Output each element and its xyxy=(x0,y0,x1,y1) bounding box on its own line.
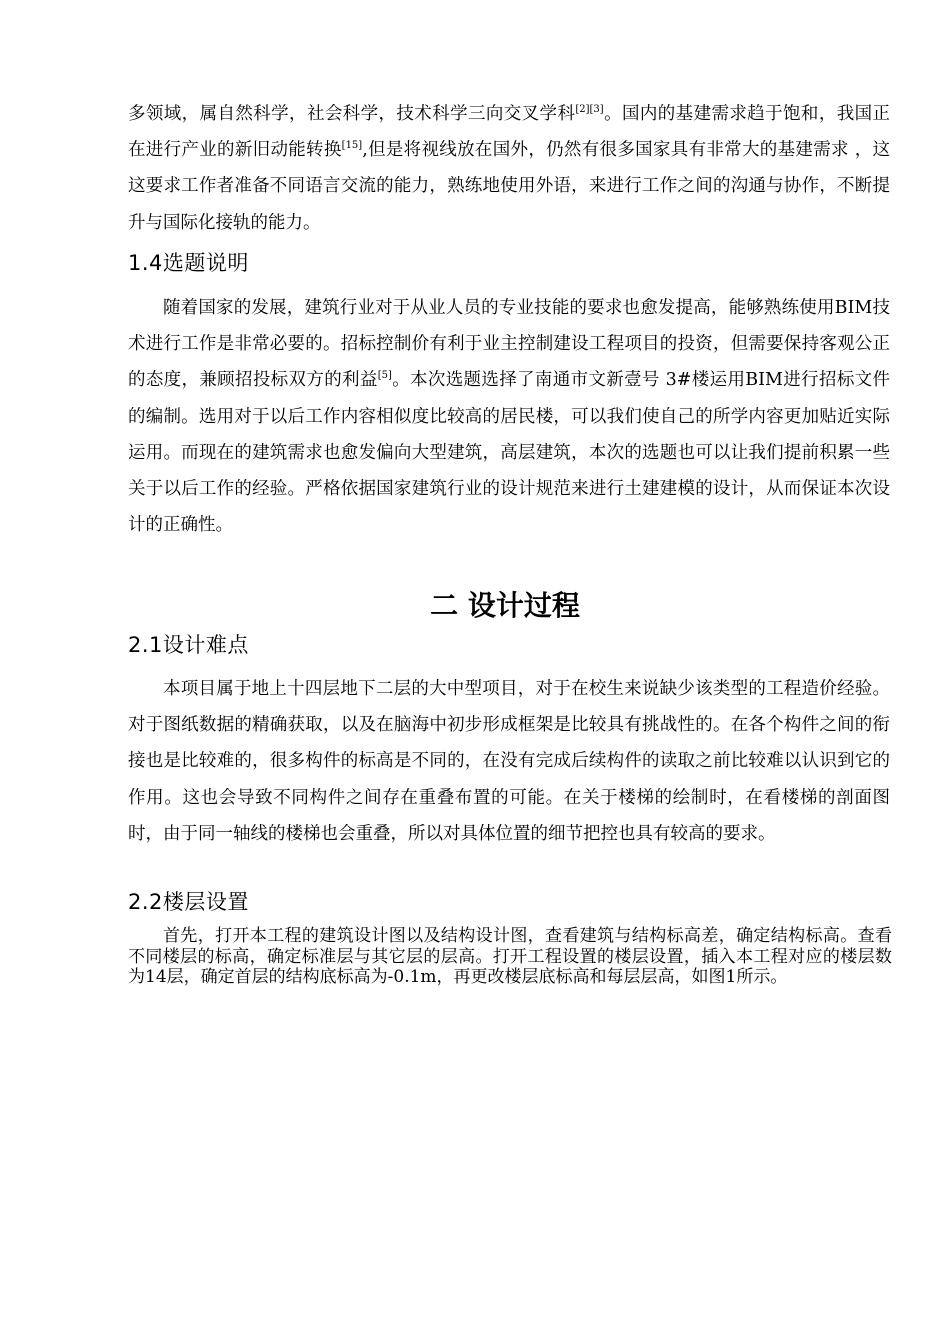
chapter-2-title: 二 设计过程 xyxy=(430,589,580,622)
section-2-2-paragraph: 首先，打开本工程的建筑设计图以及结构设计图，查看建筑与结构标高差，确定结构标高。查看不同楼层的标高，确定标准层与其它层的层高。打开工程设置的楼层设置，插入本工程对应的楼层数为14层，确定首层的结构底标高为-0.1m，再更改楼层底标高和每层层高，如图1所示。 xyxy=(128,926,892,987)
intro-paragraph xyxy=(128,96,890,241)
section-1-4-heading: 1.4选题说明 xyxy=(128,251,249,275)
intro-text-1: 多领域，属自然科学，社会科学，技术科学三向交叉学科 xyxy=(128,104,576,124)
section-1-4-paragraph xyxy=(128,290,890,543)
citation-5: [5] xyxy=(377,370,392,382)
citation-15: [15] xyxy=(341,140,363,152)
section-2-1-heading: 2.1设计难点 xyxy=(128,633,249,657)
citation-2-3: [2][3] xyxy=(575,104,604,116)
section-1-4-text-1: 随着国家的发展，建筑行业对于从业人员的专业技能的要求也愈发提高，能够熟练使用BIM技术进行工作是非常必要的。招标控制价有利于业主控制建设工程项目的投资，但需要保持客观公正的态度，兼顾招投标双方的利益 xyxy=(128,298,890,391)
section-2-2-heading: 2.2楼层设置 xyxy=(128,890,249,914)
intro-text-2: 。国内的基建需求趋于饱和，我国正在进行产业的新旧动能转换 xyxy=(128,104,891,161)
section-2-1-paragraph: 本项目属于地上十四层地下二层的大中型项目，对于在校生来说缺少该类型的工程造价经验。对于图纸数据的精确获取，以及在脑海中初步形成框架是比较具有挑战性的。在各个构件之间的衔接也是比较难的，很多构件的标高是不同的，在没有完成后续构件的读取之前比较难以认识到它的作用。这也会导致不同构件之间存在重叠布置的可能。在关于楼梯的绘制时，在看楼梯的剖面图时，由于同一轴线的楼梯也会重叠，所以对具体位置的细节把控也具有较高的要求。 xyxy=(128,679,890,844)
section-1-4-text-2: 。本次选题选择了南通市文新壹号 3#楼运用BIM进行招标文件的编制。选用对于以后工作内容相似度比较高的居民楼，可以我们使自己的所学内容更加贴近实际运用。而现在的建筑需求也愈发偏向大型建筑，高层建筑，本次的选题也可以让我们提前积累一些关于以后工作的经验。严格依据国家建筑行业的设计规范来进行土建建模的设计，从而保证本次设计的正确性。 xyxy=(128,370,890,536)
intro-text-3: ,但是将视线放在国外，仍然有很多国家具有非常大的基建需求 ，这这要求工作者准备不同语言交流的能力，熟练地使用外语，来进行工作之间的沟通与协作，不断提升与国际化接轨的能力。 xyxy=(128,140,891,233)
